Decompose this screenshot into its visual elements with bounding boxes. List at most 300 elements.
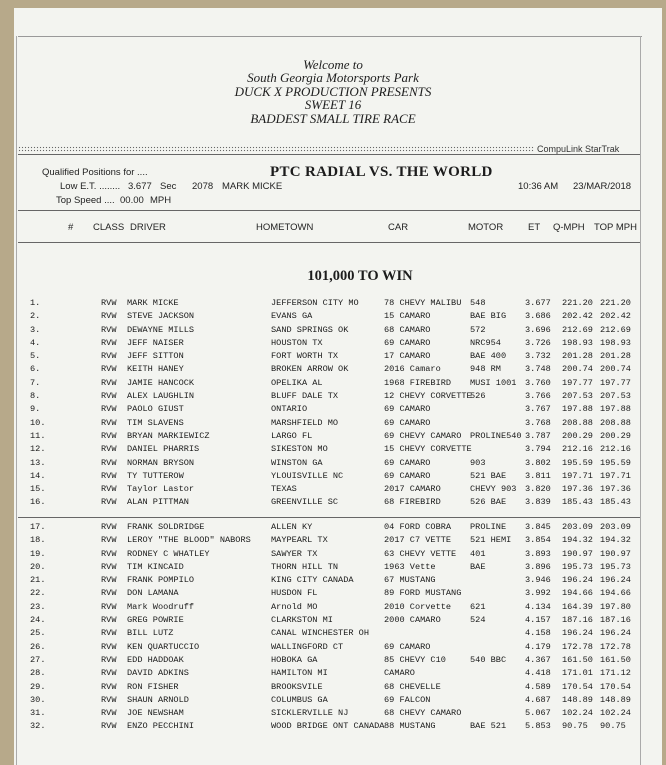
cell-position: 12.: [30, 444, 46, 455]
cell-position: 27.: [30, 654, 46, 665]
cell-q-mph: 200.74: [562, 364, 593, 375]
cell-hometown: HOBOKA GA: [271, 654, 318, 665]
cell-car: CAMARO: [384, 668, 415, 679]
cell-hometown: EVANS GA: [271, 311, 313, 322]
page-title: PTC RADIAL VS. THE WORLD: [270, 164, 493, 180]
cell-et: 3.726: [525, 337, 551, 348]
cell-class: RVW: [101, 470, 117, 481]
cell-class: RVW: [101, 298, 117, 308]
cell-driver: TY TUTTEROW: [127, 470, 184, 481]
cell-top-mph: 197.36: [600, 484, 631, 495]
cell-class: RVW: [101, 548, 117, 559]
cell-class: RVW: [101, 561, 117, 572]
cell-q-mph: 164.39: [562, 601, 593, 612]
cell-q-mph: 170.54: [562, 681, 593, 692]
cell-driver: EDD HADDOAK: [127, 654, 184, 665]
cell-q-mph: 197.77: [562, 377, 593, 388]
cell-top-mph: 171.12: [600, 668, 631, 679]
cell-motor: 948 RM: [470, 364, 501, 375]
brand-label: CompuLink StarTrak: [537, 144, 620, 154]
cell-position: 17.: [30, 522, 46, 532]
cell-hometown: SAND SPRINGS OK: [271, 324, 349, 335]
low-et-unit: Sec: [160, 181, 177, 192]
cell-top-mph: 196.24: [600, 575, 631, 586]
cell-hometown: SAWYER TX: [271, 548, 318, 559]
cell-q-mph: 171.01: [562, 668, 593, 679]
cell-hometown: Arnold MO: [271, 601, 318, 612]
cell-driver: ALAN PITTMAN: [127, 497, 189, 508]
cell-car: 68 CAMARO: [384, 324, 431, 335]
cell-position: 6.: [30, 364, 41, 375]
cell-driver: JEFF NAISER: [127, 337, 184, 348]
cell-q-mph: 195.73: [562, 561, 593, 572]
cell-position: 24.: [30, 615, 46, 626]
cell-class: RVW: [101, 575, 117, 586]
cell-class: RVW: [101, 311, 117, 322]
cell-position: 31.: [30, 708, 46, 719]
cell-hometown: HAMILTON MI: [271, 668, 328, 679]
cell-motor: MUSI 1001: [470, 377, 517, 388]
divider-headers-bottom: [18, 242, 640, 243]
cell-top-mph: 172.78: [600, 641, 631, 652]
cell-class: RVW: [101, 324, 117, 335]
cell-driver: BILL LUTZ: [127, 628, 174, 639]
cell-driver: Taylor Lastor: [127, 484, 195, 495]
cell-class: RVW: [101, 337, 117, 348]
cell-top-mph: 195.59: [600, 457, 631, 468]
cell-top-mph: 212.69: [600, 324, 631, 335]
header-driver: DRIVER: [130, 222, 166, 233]
low-et-value: 3.677: [128, 181, 152, 192]
cell-motor: 524: [470, 615, 486, 626]
cell-class: RVW: [101, 391, 117, 402]
cell-et: 3.766: [525, 391, 551, 402]
cell-top-mph: 187.16: [600, 615, 631, 626]
intro-line-3: DUCK X PRODUCTION PRESENTS: [234, 83, 432, 99]
cell-hometown: MARSHFIELD MO: [271, 417, 339, 428]
cell-et: 3.677: [525, 298, 551, 308]
cell-car: 69 FALCON: [384, 694, 431, 705]
cell-class: RVW: [101, 628, 117, 639]
cell-motor: 540 BBC: [470, 654, 507, 665]
low-et-car: 2078: [192, 181, 214, 192]
cell-et: 3.946: [525, 575, 551, 586]
cell-car: 2017 C7 VETTE: [384, 535, 452, 546]
cell-position: 1.: [30, 298, 41, 308]
cell-position: 22.: [30, 588, 46, 599]
cell-hometown: SIKESTON MO: [271, 444, 328, 455]
cell-top-mph: 201.28: [600, 351, 631, 362]
cell-car: 68 FIREBIRD: [384, 497, 441, 508]
cell-car: 2010 Corvette: [384, 601, 452, 612]
cell-q-mph: 198.93: [562, 337, 593, 348]
cell-class: RVW: [101, 522, 117, 532]
cell-top-mph: 198.93: [600, 337, 631, 348]
cell-motor: BAE BIG: [470, 311, 507, 322]
cell-driver: MARK MICKE: [127, 298, 179, 308]
cell-q-mph: 194.32: [562, 535, 593, 546]
cell-class: RVW: [101, 641, 117, 652]
cell-car: 89 FORD MUSTANG: [384, 588, 462, 599]
cell-q-mph: 196.24: [562, 628, 593, 639]
cell-car: 04 FORD COBRA: [384, 522, 452, 532]
header-num: #: [68, 222, 74, 233]
cell-class: RVW: [101, 601, 117, 612]
cell-et: 4.367: [525, 654, 551, 665]
cell-top-mph: 197.71: [600, 470, 631, 481]
cell-et: 3.787: [525, 430, 551, 441]
cell-top-mph: 194.66: [600, 588, 631, 599]
cell-driver: STEVE JACKSON: [127, 311, 195, 322]
cell-driver: TIM KINCAID: [127, 561, 184, 572]
cell-position: 3.: [30, 324, 41, 335]
cell-q-mph: 203.09: [562, 522, 593, 532]
cell-hometown: HOUSTON TX: [271, 337, 323, 348]
cell-position: 15.: [30, 484, 46, 495]
cell-top-mph: 200.74: [600, 364, 631, 375]
cell-position: 8.: [30, 391, 41, 402]
cell-hometown: CANAL WINCHESTER OH: [271, 628, 369, 639]
header-class: CLASS: [93, 222, 125, 233]
intro-line-5: BADDEST SMALL TIRE RACE: [250, 110, 416, 126]
cell-hometown: CLARKSTON MI: [271, 615, 333, 626]
cell-et: 3.896: [525, 561, 551, 572]
cell-car: 69 CAMARO: [384, 470, 431, 481]
cell-q-mph: 221.20: [562, 298, 593, 308]
cell-hometown: WINSTON GA: [271, 457, 323, 468]
cell-top-mph: 197.88: [600, 404, 631, 415]
cell-motor: CHEVY 903: [470, 484, 517, 495]
report-date: 23/MAR/2018: [573, 181, 632, 192]
cell-et: 3.854: [525, 535, 551, 546]
cell-motor: NRC954: [470, 337, 501, 348]
cell-motor: PROLINE540: [470, 430, 522, 441]
cell-hometown: ONTARIO: [271, 404, 308, 415]
cell-car: 68 CHEVY CAMARO: [384, 708, 462, 719]
cell-driver: JOE NEWSHAM: [127, 708, 184, 719]
cell-car: 1968 FIREBIRD: [384, 377, 452, 388]
cell-driver: DAVID ADKINS: [127, 668, 189, 679]
cell-position: 30.: [30, 694, 46, 705]
sheet-border-top: [18, 36, 642, 37]
cell-position: 16.: [30, 497, 46, 508]
cell-position: 14.: [30, 470, 46, 481]
cell-motor: 572: [470, 324, 486, 335]
cell-hometown: FORT WORTH TX: [271, 351, 339, 362]
cell-q-mph: 201.28: [562, 351, 593, 362]
top-speed-value: 00.00: [120, 195, 144, 206]
cell-hometown: OPELIKA AL: [271, 377, 323, 388]
cell-top-mph: 203.09: [600, 522, 631, 532]
cell-motor: BAE: [470, 561, 486, 572]
top-speed-label: Top Speed ....: [56, 195, 115, 206]
cell-car: 69 CAMARO: [384, 641, 431, 652]
cell-q-mph: 187.16: [562, 615, 593, 626]
cell-position: 21.: [30, 575, 46, 586]
cell-car: 2017 CAMARO: [384, 484, 441, 495]
cell-top-mph: 200.29: [600, 430, 631, 441]
cell-q-mph: 197.71: [562, 470, 593, 481]
cell-driver: ALEX LAUGHLIN: [127, 391, 195, 402]
cell-top-mph: 208.88: [600, 417, 631, 428]
cell-top-mph: 195.73: [600, 561, 631, 572]
cell-car: 1963 Vette: [384, 561, 436, 572]
cell-car: 69 CHEVY CAMARO: [384, 430, 462, 441]
cell-position: 19.: [30, 548, 46, 559]
cell-et: 3.696: [525, 324, 551, 335]
cell-q-mph: 102.24: [562, 708, 593, 719]
cell-position: 10.: [30, 417, 46, 428]
cell-et: 4.179: [525, 641, 551, 652]
cell-hometown: HUSDON FL: [271, 588, 318, 599]
cell-motor: 621: [470, 601, 486, 612]
cell-top-mph: 207.53: [600, 391, 631, 402]
cell-car: 85 CHEVY C10: [384, 654, 446, 665]
cell-class: RVW: [101, 364, 117, 375]
cell-top-mph: 161.50: [600, 654, 631, 665]
cell-top-mph: 221.20: [600, 298, 631, 308]
cell-driver: LEROY "THE BLOOD" NABORS: [127, 535, 251, 546]
cell-car: 88 MUSTANG: [384, 721, 436, 732]
cell-driver: KEN QUARTUCCIO: [127, 641, 200, 652]
cell-class: RVW: [101, 721, 117, 732]
cell-car: 69 CAMARO: [384, 404, 431, 415]
cell-position: 32.: [30, 721, 46, 732]
cell-driver: JEFF SITTON: [127, 351, 184, 362]
cell-q-mph: 197.36: [562, 484, 593, 495]
cell-et: 3.893: [525, 548, 551, 559]
cell-class: RVW: [101, 404, 117, 415]
cell-et: 3.802: [525, 457, 551, 468]
cell-q-mph: 208.88: [562, 417, 593, 428]
cell-class: RVW: [101, 444, 117, 455]
cell-hometown: BROKEN ARROW OK: [271, 364, 349, 375]
cell-top-mph: 194.32: [600, 535, 631, 546]
cell-q-mph: 202.42: [562, 311, 593, 322]
cell-et: 3.686: [525, 311, 551, 322]
header-top-mph: TOP MPH: [594, 222, 637, 233]
header-qmph: Q-MPH: [553, 222, 585, 233]
cell-hometown: LARGO FL: [271, 430, 313, 441]
header-hometown: HOMETOWN: [256, 222, 314, 233]
cell-top-mph: 102.24: [600, 708, 631, 719]
qualified-label: Qualified Positions for ....: [42, 167, 148, 178]
header-et: ET: [528, 222, 541, 233]
cell-motor: 521 BAE: [470, 470, 507, 481]
cell-et: 4.687: [525, 694, 551, 705]
intro-line-1: Welcome to: [303, 57, 363, 72]
cell-driver: Mark Woodruff: [127, 601, 195, 612]
cell-q-mph: 212.69: [562, 324, 593, 335]
cell-position: 26.: [30, 641, 46, 652]
cell-car: 68 CHEVELLE: [384, 681, 441, 692]
cell-class: RVW: [101, 588, 117, 599]
cell-class: RVW: [101, 535, 117, 546]
divider-header: [18, 210, 640, 211]
cell-et: 5.853: [525, 721, 551, 732]
cell-et: 3.768: [525, 417, 551, 428]
cell-motor: PROLINE: [470, 522, 507, 532]
header-car: CAR: [388, 222, 409, 233]
cell-q-mph: 196.24: [562, 575, 593, 586]
cell-class: RVW: [101, 484, 117, 495]
cell-top-mph: 170.54: [600, 681, 631, 692]
cell-motor: 521 HEMI: [470, 535, 512, 546]
cell-q-mph: 212.16: [562, 444, 593, 455]
cell-driver: NORMAN BRYSON: [127, 457, 195, 468]
cell-motor: 526: [470, 391, 486, 402]
cell-position: 20.: [30, 561, 46, 572]
cell-et: 4.418: [525, 668, 551, 679]
header-motor: MOTOR: [468, 222, 504, 233]
cell-et: 3.839: [525, 497, 551, 508]
cell-hometown: COLUMBUS GA: [271, 694, 328, 705]
cell-driver: KEITH HANEY: [127, 364, 184, 375]
cell-car: 78 CHEVY MALIBU: [384, 298, 462, 308]
cell-driver: SHAUN ARNOLD: [127, 694, 189, 705]
cell-driver: GREG POWRIE: [127, 615, 184, 626]
cell-car: 69 CAMARO: [384, 457, 431, 468]
cell-class: RVW: [101, 654, 117, 665]
cell-driver: RODNEY C WHATLEY: [127, 548, 210, 559]
divider-top: [18, 154, 640, 155]
cell-position: 5.: [30, 351, 41, 362]
cell-car: 2016 Camaro: [384, 364, 441, 375]
cell-top-mph: 197.80: [600, 601, 631, 612]
low-et-driver: MARK MICKE: [222, 181, 283, 192]
cell-car: 63 CHEVY VETTE: [384, 548, 457, 559]
low-et-label: Low E.T. ........: [60, 181, 121, 192]
cell-top-mph: 202.42: [600, 311, 631, 322]
cell-motor: 526 BAE: [470, 497, 507, 508]
cell-motor: 401: [470, 548, 486, 559]
cell-et: 4.158: [525, 628, 551, 639]
cell-car: 2000 CAMARO: [384, 615, 441, 626]
cell-driver: BRYAN MARKIEWICZ: [127, 430, 210, 441]
cell-q-mph: 190.97: [562, 548, 593, 559]
intro-line-2: South Georgia Motorsports Park: [247, 70, 419, 86]
cell-driver: ENZO PECCHINI: [127, 721, 195, 732]
cell-driver: DON LAMANA: [127, 588, 179, 599]
sheet-border-left: [16, 36, 17, 765]
cell-hometown: BLUFF DALE TX: [271, 391, 339, 402]
cell-hometown: THORN HILL TN: [271, 561, 339, 572]
cell-hometown: SICKLERVILLE NJ: [271, 708, 349, 719]
divider-field-cut: [18, 517, 640, 518]
cell-driver: TIM SLAVENS: [127, 417, 184, 428]
cell-position: 4.: [30, 337, 41, 348]
cell-car: 67 MUSTANG: [384, 575, 436, 586]
cell-car: 12 CHEVY CORVETTE: [384, 391, 472, 402]
cell-top-mph: 185.43: [600, 497, 631, 508]
intro-line-4: SWEET 16: [304, 97, 362, 113]
cell-hometown: KING CITY CANADA: [271, 575, 354, 586]
cell-q-mph: 197.88: [562, 404, 593, 415]
cell-et: 3.811: [525, 470, 551, 481]
cell-q-mph: 207.53: [562, 391, 593, 402]
dotted-divider: [18, 146, 534, 152]
cell-et: 3.748: [525, 364, 551, 375]
cell-hometown: JEFFERSON CITY MO: [271, 298, 359, 308]
cell-hometown: GREENVILLE SC: [271, 497, 339, 508]
cell-top-mph: 190.97: [600, 548, 631, 559]
cell-q-mph: 161.50: [562, 654, 593, 665]
cell-top-mph: 90.75: [600, 721, 626, 732]
cell-position: 9.: [30, 404, 41, 415]
cell-motor: BAE 400: [470, 351, 507, 362]
cell-car: 17 CAMARO: [384, 351, 431, 362]
cell-q-mph: 90.75: [562, 721, 588, 732]
cell-class: RVW: [101, 615, 117, 626]
cell-et: 5.067: [525, 708, 551, 719]
cell-top-mph: 148.89: [600, 694, 631, 705]
cell-top-mph: 212.16: [600, 444, 631, 455]
cell-driver: DEWAYNE MILLS: [127, 324, 195, 335]
cell-q-mph: 200.29: [562, 430, 593, 441]
cell-et: 3.845: [525, 522, 551, 532]
cell-position: 18.: [30, 535, 46, 546]
cell-class: RVW: [101, 681, 117, 692]
cell-et: 3.767: [525, 404, 551, 415]
cell-hometown: BROOKSVILE: [271, 681, 323, 692]
cell-driver: FRANK SOLDRIDGE: [127, 522, 205, 532]
cell-class: RVW: [101, 377, 117, 388]
cell-q-mph: 194.66: [562, 588, 593, 599]
cell-car: 69 CAMARO: [384, 417, 431, 428]
cell-et: 4.157: [525, 615, 551, 626]
cell-motor: 548: [470, 298, 486, 308]
cell-position: 11.: [30, 430, 46, 441]
purse-heading: 101,000 TO WIN: [307, 268, 413, 284]
cell-hometown: YLOUISVILLE NC: [271, 470, 344, 481]
cell-driver: RON FISHER: [127, 681, 179, 692]
cell-et: 3.992: [525, 588, 551, 599]
cell-driver: DANIEL PHARRIS: [127, 444, 200, 455]
cell-position: 23.: [30, 601, 46, 612]
cell-et: 4.589: [525, 681, 551, 692]
cell-q-mph: 185.43: [562, 497, 593, 508]
cell-car: 69 CAMARO: [384, 337, 431, 348]
cell-car: 15 CHEVY CORVETTE: [384, 444, 472, 455]
cell-position: 28.: [30, 668, 46, 679]
cell-driver: PAOLO GIUST: [127, 404, 184, 415]
cell-class: RVW: [101, 457, 117, 468]
cell-hometown: MAYPEARL TX: [271, 535, 328, 546]
cell-hometown: ALLEN KY: [271, 522, 313, 532]
cell-et: 3.732: [525, 351, 551, 362]
cell-class: RVW: [101, 417, 117, 428]
cell-class: RVW: [101, 497, 117, 508]
cell-q-mph: 148.89: [562, 694, 593, 705]
cell-class: RVW: [101, 708, 117, 719]
cell-hometown: TEXAS: [271, 484, 297, 495]
report-time: 10:36 AM: [518, 181, 559, 192]
cell-et: 3.760: [525, 377, 551, 388]
cell-position: 25.: [30, 628, 46, 639]
cell-class: RVW: [101, 668, 117, 679]
cell-position: 29.: [30, 681, 46, 692]
intro-heading: [0, 58, 666, 125]
cell-hometown: WALLINGFORD CT: [271, 641, 344, 652]
sheet-border-right: [640, 36, 641, 765]
cell-et: 3.820: [525, 484, 551, 495]
cell-motor: 903: [470, 457, 486, 468]
cell-top-mph: 197.77: [600, 377, 631, 388]
cell-position: 2.: [30, 311, 41, 322]
cell-hometown: WOOD BRIDGE ONT CANADA: [271, 721, 385, 732]
cell-et: 4.134: [525, 601, 551, 612]
cell-driver: JAMIE HANCOCK: [127, 377, 195, 388]
